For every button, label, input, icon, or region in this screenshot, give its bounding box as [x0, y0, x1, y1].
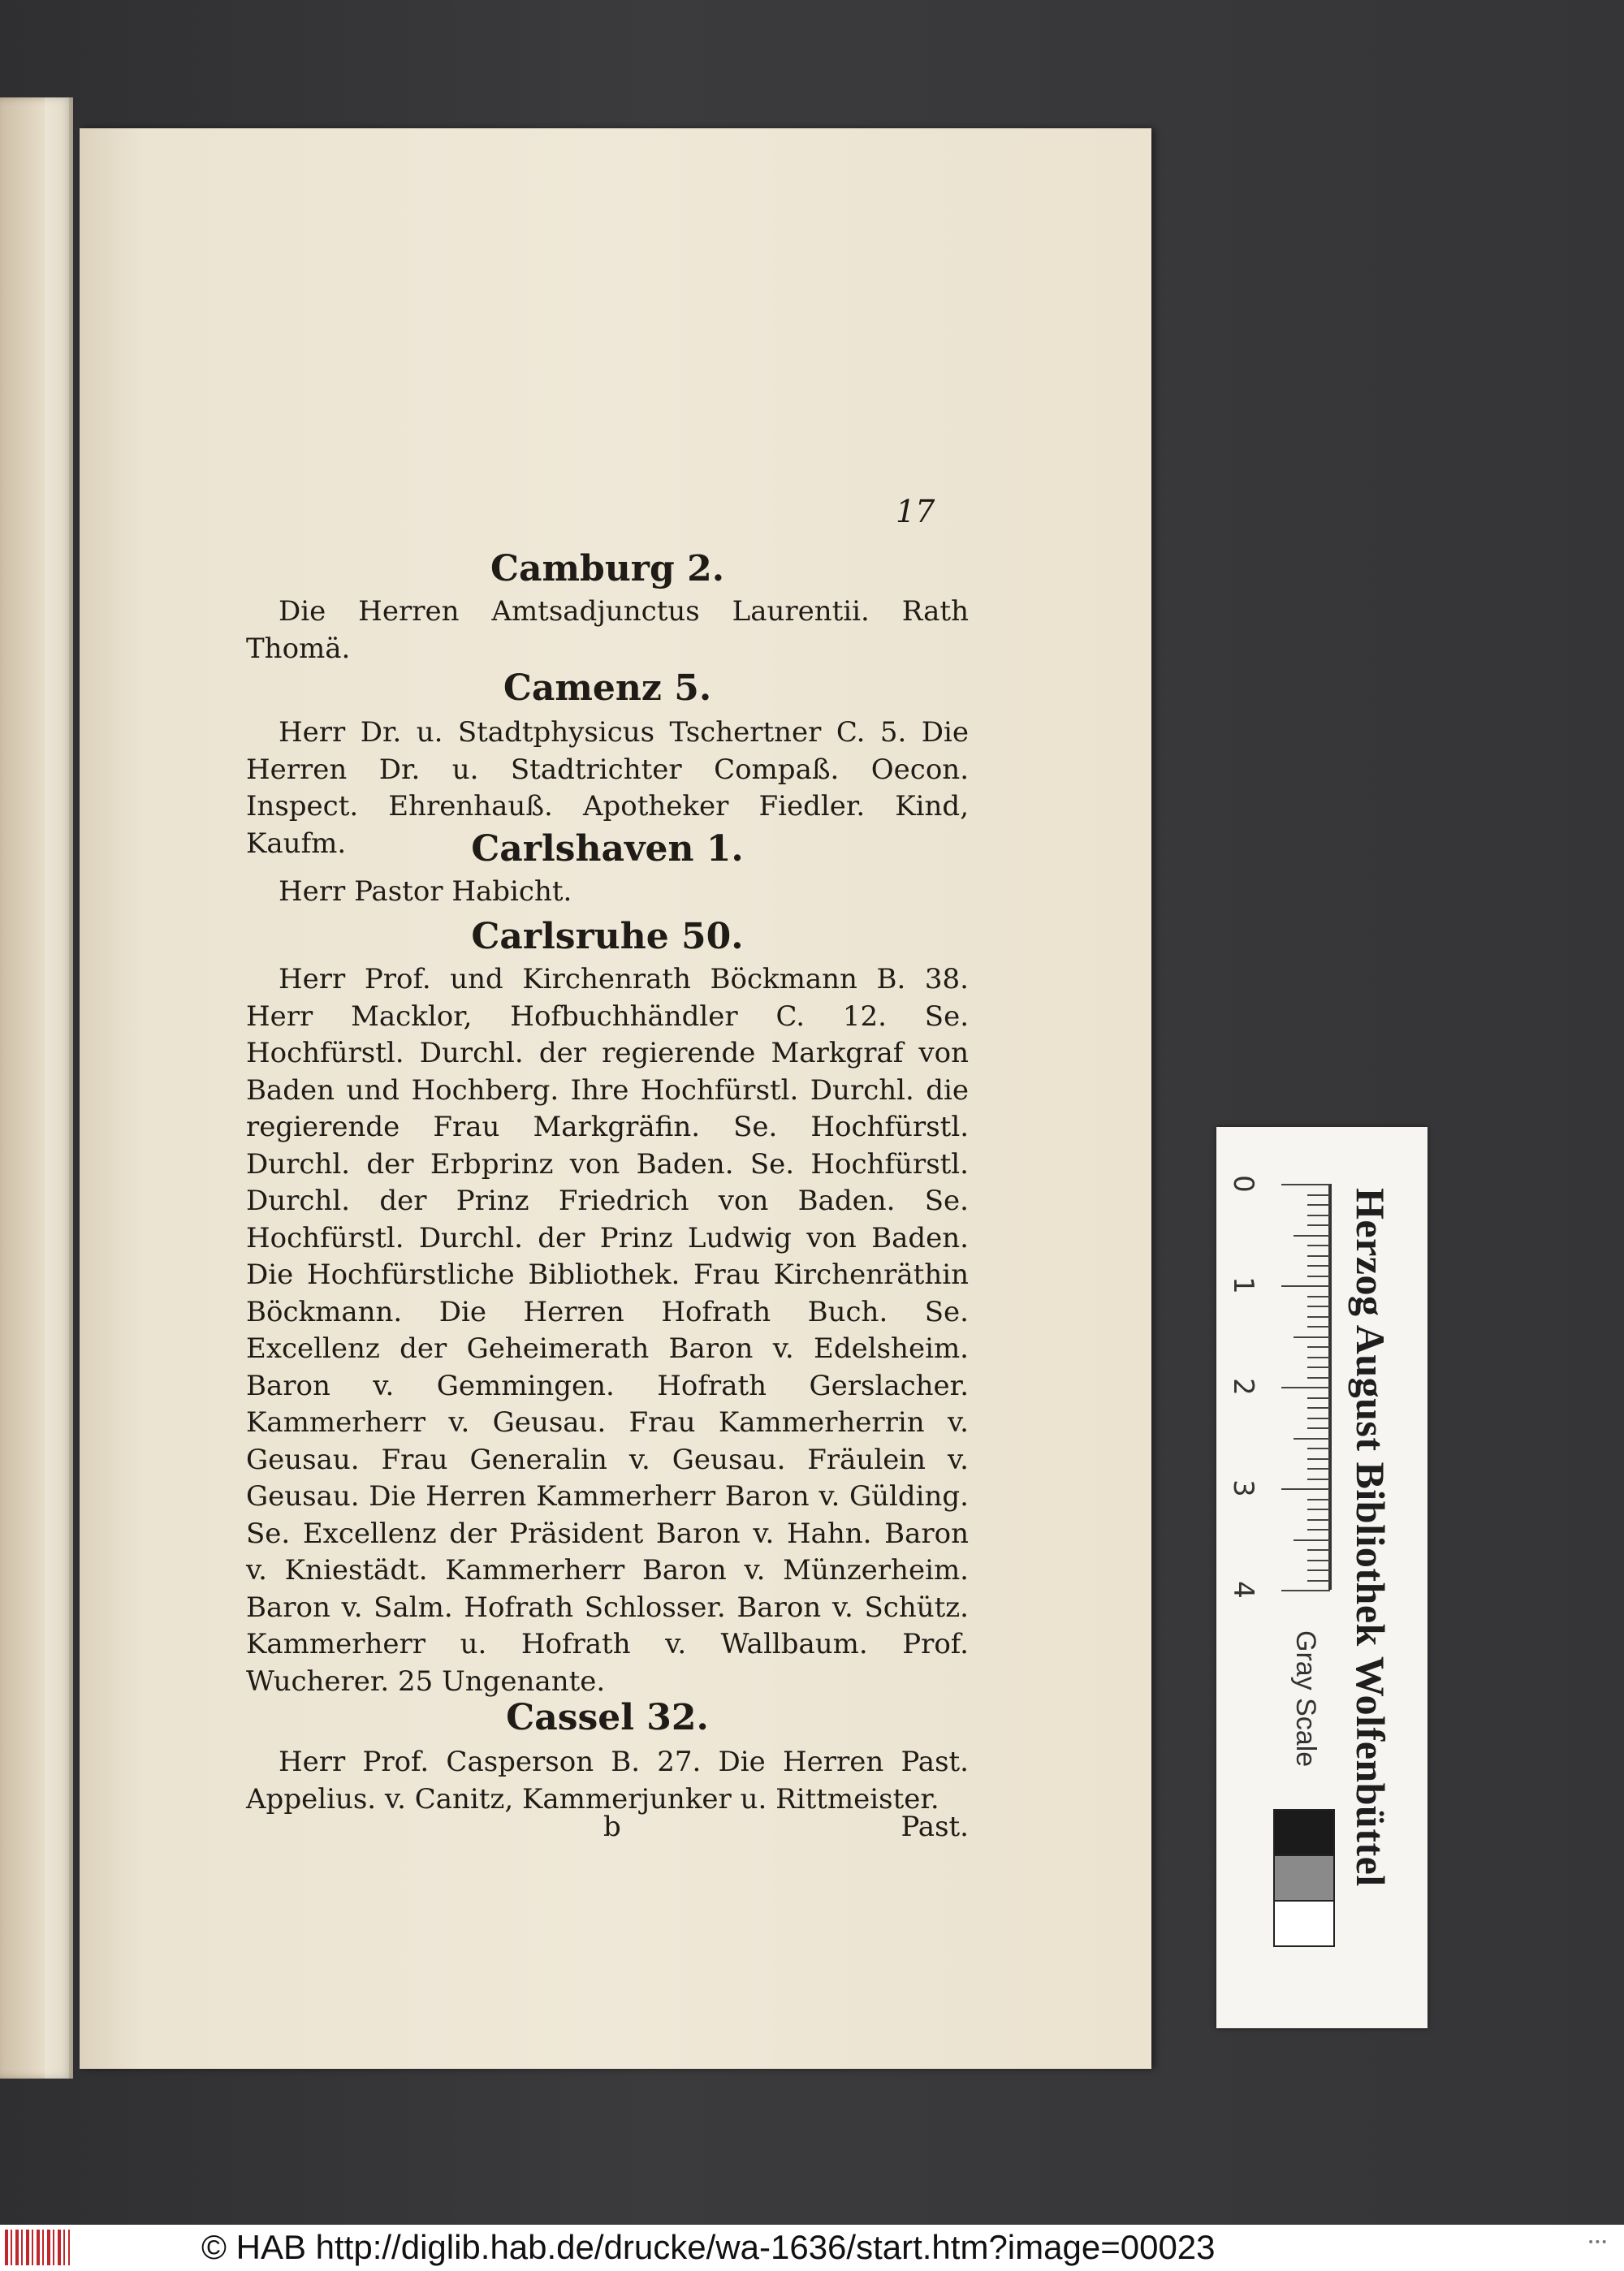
- ruler-number: 3: [1226, 1479, 1259, 1497]
- ruler-number: 1: [1226, 1276, 1259, 1294]
- ruler-tick: [1307, 1458, 1330, 1460]
- ruler-number: 2: [1226, 1378, 1259, 1396]
- entry-text: Herr Prof. und Kirchenrath Böckmann B. 38. Herr Macklor, Hofbuchhändler C. 12. Se. Hochfürstl. Durchl. der regierende Markgraf von Baden und Hochberg. Ihre Hochfürstl. Durchl. die regierende Frau Markgräfin. Se. Hochfürstl. Durchl. der Erbprinz von Baden. Se. Hochfürstl. Durchl. der Prinz Friedrich von Baden. Se. Hochfürstl. Durchl. der Prinz Ludwig von Baden. Die Hochfürstliche Bibliothek. Frau Kirchenräthin Böckmann. Die Herren Hofrath Buch. Se. Excellenz der Geheimerath Baron v. Edelsheim. Baron v. Gemmingen. Hofrath Gerslacher. Kammerherr v. Geusau. Frau Kammerherrin v. Geusau. Frau Generalin v. Geusau. Fräulein v. Geusau. Die Herren Kammerherr Baron v. Gülding. Se. Excellenz der Präsident Baron v. Hahn. Baron v. Kniestädt. Kammerherr Baron v. Münzerheim. Baron v. Salm. Hofrath Schlosser. Baron v. Schütz. Kammerherr u. Hofrath v. Wallbaum. Prof. Wucherer. 25 Ungenante.: [246, 963, 969, 1698]
- ruler-tick: [1307, 1448, 1330, 1449]
- ruler-tick: [1307, 1326, 1330, 1328]
- ruler-tick: [1307, 1479, 1330, 1480]
- entry-heading: Camenz 5.: [503, 667, 712, 709]
- ruler-tick: [1307, 1519, 1330, 1521]
- ruler-tick: [1307, 1549, 1330, 1551]
- ruler-tick: [1281, 1184, 1330, 1185]
- ruler-tick: [1307, 1224, 1330, 1226]
- ruler-tick: [1307, 1427, 1330, 1429]
- ruler-tick: [1307, 1346, 1330, 1348]
- ruler-tick: [1307, 1306, 1330, 1307]
- ruler-tick: [1281, 1590, 1330, 1591]
- entry-heading: Carlshaven 1.: [471, 828, 744, 870]
- catchword: Past.: [901, 1811, 969, 1843]
- ruler-tick: [1307, 1569, 1330, 1571]
- ruler-tick: [1307, 1296, 1330, 1297]
- entry-heading: Carlsruhe 50.: [471, 916, 744, 957]
- ruler-tick: [1307, 1468, 1330, 1470]
- footer-dots: •••: [1587, 2236, 1608, 2249]
- gray-scale-ruler-card: [1216, 1127, 1427, 2028]
- ruler-tick: [1307, 1194, 1330, 1196]
- ruler-tick: [1307, 1204, 1330, 1206]
- ruler-tick: [1307, 1316, 1330, 1318]
- ruler-tick: [1307, 1276, 1330, 1277]
- gray-swatch-mid: [1273, 1854, 1335, 1902]
- entry-heading: Camburg 2.: [490, 548, 725, 589]
- gray-swatch-dark: [1273, 1809, 1335, 1856]
- page-number: 17: [896, 494, 935, 529]
- ruler-tick: [1294, 1336, 1330, 1338]
- gray-scale-label: Gray Scale: [1290, 1630, 1321, 1768]
- ruler-tick: [1281, 1285, 1330, 1287]
- ruler-tick: [1294, 1438, 1330, 1440]
- barcode-logo: [5, 2230, 70, 2265]
- ruler-tick: [1307, 1580, 1330, 1582]
- ruler-tick: [1307, 1255, 1330, 1257]
- ruler-tick: [1307, 1499, 1330, 1500]
- entry-text: Herr Dr. u. Stadtphysicus Tschertner C. 5. Die Herren Dr. u. Stadtrichter Compaß. Oecon. Inspect. Ehrenhauß. Apotheker Fiedler. Kind, Kaufm.: [246, 716, 969, 860]
- ruler-tick: [1307, 1377, 1330, 1379]
- ruler-tick: [1281, 1488, 1330, 1490]
- entry-text: Herr Pastor Habicht.: [279, 875, 572, 908]
- ruler-tick: [1307, 1509, 1330, 1510]
- entry-text: Herr Prof. Casperson B. 27. Die Herren Past. Appelius. v. Canitz, Kammerjunker u. Rittmeister.: [246, 1746, 969, 1816]
- ruler-tick: [1281, 1387, 1330, 1388]
- ruler-tick: [1307, 1418, 1330, 1419]
- ruler-tick: [1294, 1539, 1330, 1541]
- entry-heading: Cassel 32.: [506, 1697, 709, 1738]
- entry-text: Die Herren Amtsadjunctus Laurentii. Rath Thomä.: [246, 595, 969, 665]
- ruler-tick: [1307, 1407, 1330, 1409]
- signature-mark: b: [603, 1811, 621, 1843]
- ruler-tick: [1307, 1245, 1330, 1246]
- ruler-tick: [1294, 1235, 1330, 1237]
- ruler-tick: [1307, 1215, 1330, 1216]
- ruler-tick: [1307, 1265, 1330, 1267]
- ruler-number: 4: [1226, 1581, 1259, 1599]
- ruler-number: 0: [1226, 1175, 1259, 1193]
- ruler-tick: [1307, 1357, 1330, 1358]
- footer-bar: [0, 2225, 1624, 2271]
- gray-swatch-light: [1273, 1900, 1335, 1947]
- ruler-tick: [1307, 1529, 1330, 1531]
- copyright-url: © HAB http://diglib.hab.de/drucke/wa-1636/start.htm?image=00023: [201, 2228, 1216, 2266]
- page-holder-strip: [45, 97, 69, 2079]
- library-name: Herzog August Bibliothek Wolfenbüttel: [1348, 1188, 1393, 1887]
- ruler-tick: [1307, 1366, 1330, 1368]
- ruler-tick: [1307, 1560, 1330, 1561]
- ruler-tick: [1307, 1397, 1330, 1399]
- book-page: [80, 128, 1151, 2069]
